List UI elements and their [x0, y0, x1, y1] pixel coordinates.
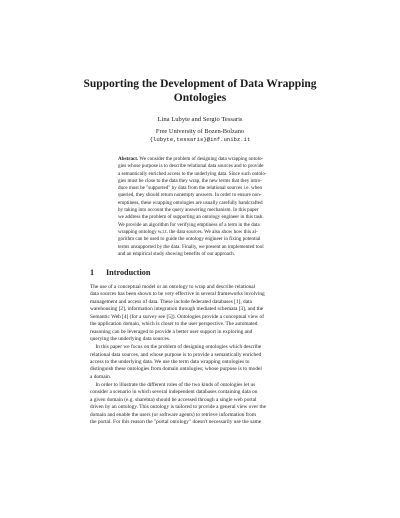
section-title: Introduction	[106, 268, 151, 277]
body-line: the portal. For this reason the "portal ontology" doesn't necessarily use the same	[90, 419, 262, 426]
body-line: In this paper we focus on the problem of designing ontologies which describe	[90, 344, 262, 351]
title-line: Ontologies	[173, 92, 227, 104]
abstract-line	[118, 156, 288, 163]
abstract-line: we address the problem of supporting an ontology engineer in this task.	[118, 214, 264, 221]
abstract-line: gies must be close to the data they wrap, the new terms that they intro-	[118, 177, 262, 184]
body-line: In order to illustrate the different roles of the two kinds of ontologies let us	[90, 381, 256, 388]
abstract-line: emptiness, these wrapping ontologies are usually carefully handcrafted	[118, 199, 263, 206]
body-line: data sources has been shown to be very effective in several frameworks involving	[90, 291, 265, 298]
body-line: warehousing [2], information integration through mediated schemata [3], and the	[90, 306, 264, 313]
body-line: Semantic Web [4] (for a survey see [5]). Ontologies provide a conceptual view of	[90, 313, 264, 320]
body-line: reasoning can be leveraged to provide a better user support in exploring and	[90, 328, 253, 335]
abstract-line: a semantically enriched access to the underlying data. Since such ontolo-	[118, 170, 267, 177]
body-line: access to the underlying data. We use the term data wrapping ontologies to	[90, 359, 250, 366]
body-line: relational data sources, and whose purpose is to provide a semantically enriched	[90, 351, 262, 358]
section-heading	[90, 268, 150, 278]
abstract-line: We provide an algorithm for verifying emptiness of a term in the data	[118, 221, 260, 228]
abstract	[118, 156, 288, 258]
affiliation: Free University of Bozen-Bolzano	[155, 128, 245, 135]
body-line: querying the underlying data sources.	[90, 336, 171, 343]
paper-title	[60, 77, 340, 105]
abstract-line: terms unsupported by the data. Finally, we present an implemented tool	[118, 243, 264, 250]
body-line: consider a scenario in which several independent databases containing data on	[90, 389, 258, 396]
body-line: distinguish these ontologies from domain ontologies; whose purpose is to model	[90, 366, 262, 373]
abstract-label: Abstract.	[118, 156, 139, 162]
abstract-line: gies whose purpose is to describe relational data sources and to provide	[118, 163, 264, 170]
abstract-line: by taking into account the query answering mechanism. In this paper	[118, 207, 259, 214]
author-email: {lubyte,tessaris}@inf.unibz.it	[149, 136, 251, 143]
abstract-line: duce must be "supported" by data from the relational sources i.e. when	[118, 185, 263, 192]
abstract-line: and an empirical study showing benefits of our approach.	[118, 250, 235, 257]
abstract-line-text: We consider the problem of designing data wrapping ontolo-	[139, 156, 264, 162]
abstract-line: wrapping ontology w.r.t. the data sources. We also show how this al-	[118, 228, 258, 235]
body-line: domain and enable the users (or software agents) to retrieve information from	[90, 411, 257, 418]
abstract-line: gorithm can be used to guide the ontology engineer in fixing potential	[118, 236, 261, 243]
introduction-body	[90, 284, 312, 427]
abstract-line: queried, they should return nonempty answers. In order to ensure non-	[118, 192, 262, 199]
body-line: driven by an ontology. This ontology is tailored to provide a general view over the	[90, 404, 267, 411]
authors: Lina Lubyte and Sergio Tessaris	[157, 116, 243, 123]
body-line: the application domain, which is closer to the user perspective. The automated	[90, 321, 258, 328]
body-line: a given domain (e.g. sharebta) should be accessed through a single web portal	[90, 396, 257, 403]
body-line: management and access of data. These include federated databases [1], data	[90, 298, 252, 305]
body-line: a domain.	[90, 373, 112, 380]
section-number: 1	[90, 268, 95, 277]
title-line: Supporting the Development of Data Wrapping	[83, 78, 317, 90]
body-line: The use of a conceptual model or an ontology to wrap and describe relational	[90, 284, 256, 290]
